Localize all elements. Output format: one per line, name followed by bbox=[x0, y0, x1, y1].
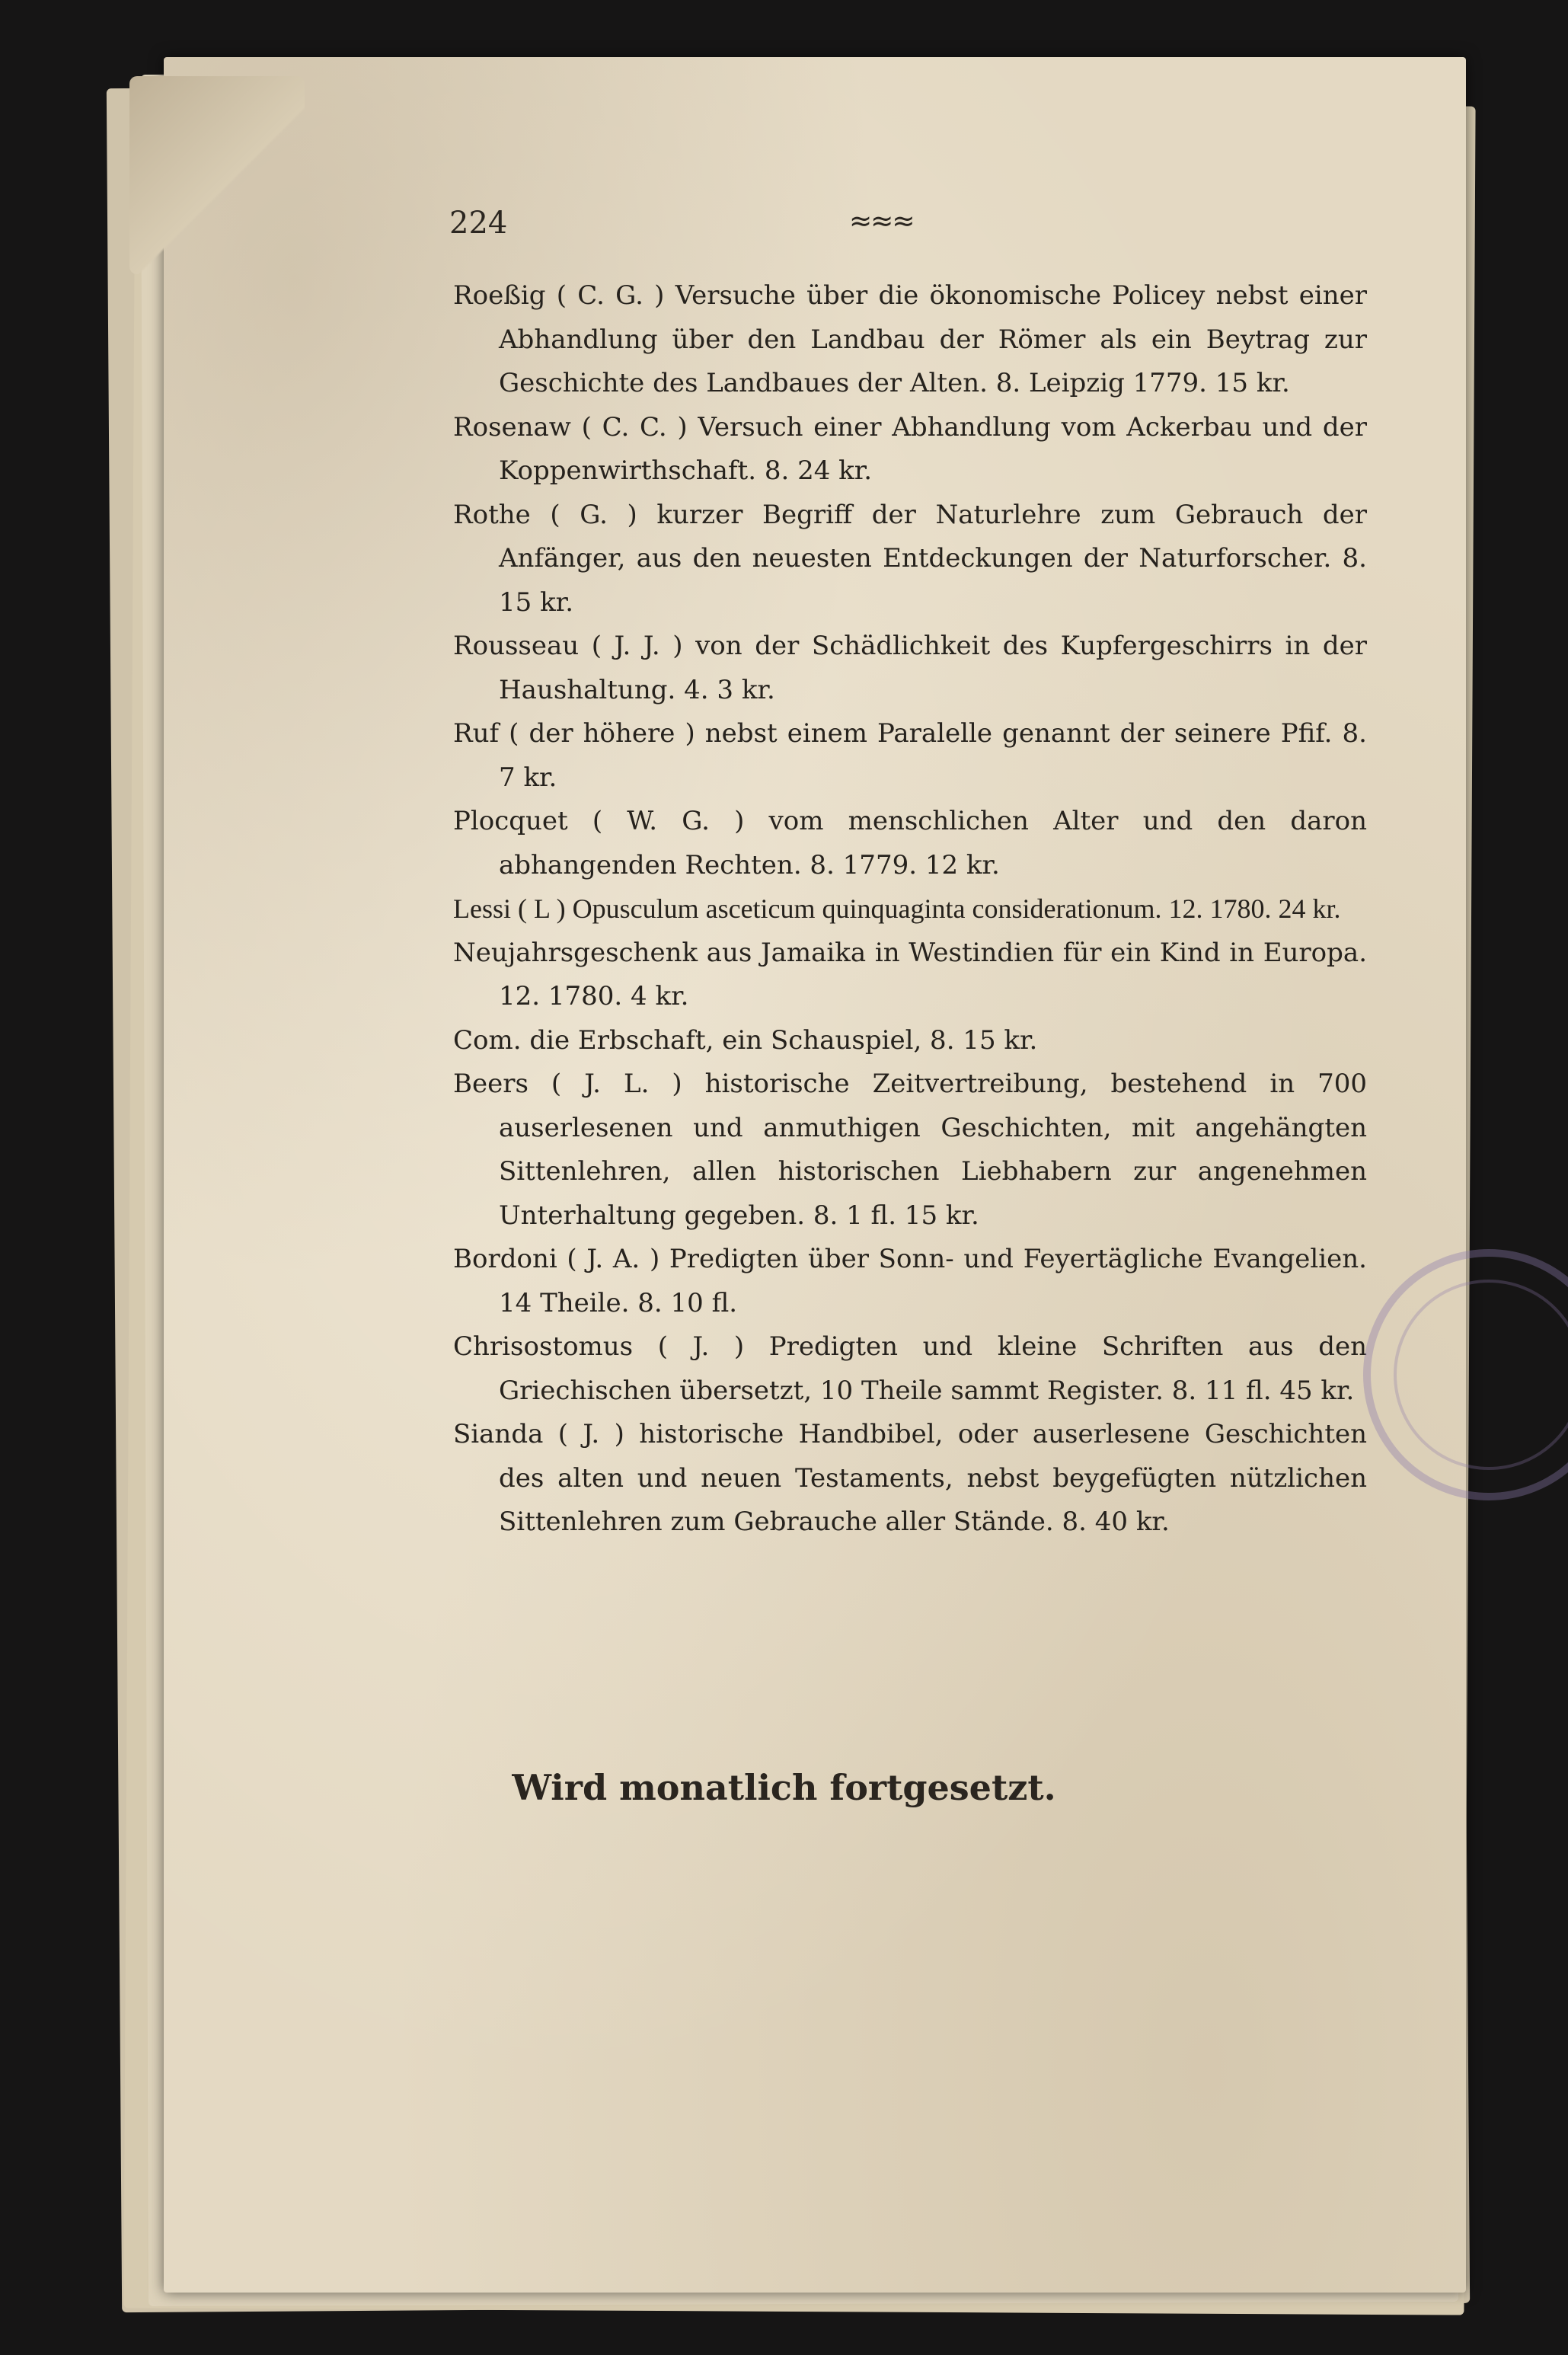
catalogue-entry: Rosenaw ( C. C. ) Versuch einer Abhandlung vom Ackerbau und der Koppenwirthschaft. 8. 24 kr. bbox=[453, 411, 1367, 486]
catalogue-entry: Com. die Erbschaft, ein Schauspiel, 8. 15 kr. bbox=[453, 1024, 1038, 1056]
catalogue-entry: Neujahrsgeschenk aus Jamaika in Westindien für ein Kind in Europa. 12. 1780. 4 kr. bbox=[453, 937, 1367, 1011]
folded-corner bbox=[129, 76, 305, 274]
page-number: 224 bbox=[449, 206, 508, 241]
catalogue-entry: Bordoni ( J. A. ) Predigten über Sonn- und Feyertägliche Evangelien. 14 Theile. 8. 10 fl. bbox=[453, 1244, 1367, 1318]
catalogue-entry: Ruf ( der höhere ) nebst einem Paralelle genannt der seinere Pfif. 8. 7 kr. bbox=[453, 718, 1367, 793]
catalogue-entry: Rousseau ( J. J. ) von der Schädlichkeit des Kupfergeschirrs in der Haushaltung. 4. 3 kr. bbox=[453, 631, 1367, 705]
catalogue-entries bbox=[453, 274, 1367, 1545]
continuation-note: Wird monatlich fortgesetzt. bbox=[512, 1767, 1056, 1808]
header-ornament: ≈≈≈ bbox=[849, 206, 914, 237]
catalogue-entry: Beers ( J. L. ) historische Zeitvertreibung, bestehend in 700 auserlesenen und anmuthigen Geschichten, mit angehängten Sittenlehren, allen historischen Liebhabern zur angenehmen Unterhaltung gegeben. 8. 1 fl. 15 kr. bbox=[453, 1069, 1367, 1231]
catalogue-entry: Chrisostomus ( J. ) Predigten und kleine Schriften aus den Griechischen übersetzt, 10 Theile sammt Register. 8. 11 fl. 45 kr. bbox=[453, 1331, 1367, 1406]
stamp-ring bbox=[1394, 1280, 1568, 1470]
catalogue-entry: Plocquet ( W. G. ) vom menschlichen Alter und den daron abhangenden Rechten. 8. 1779. 12 kr. bbox=[453, 806, 1367, 880]
catalogue-entry: Roeßig ( C. G. ) Versuche über die ökonomische Policey nebst einer Abhandlung über den Landbau der Römer als ein Beytrag zur Geschichte des Landbaues der Alten. 8. Leipzig 1779. 15 kr. bbox=[453, 280, 1367, 398]
catalogue-entry: Sianda ( J. ) historische Handbibel, oder auserlesene Geschichten des alten und neuen Testaments, nebst beygefügten nützlichen Sittenlehren zum Gebrauche aller Stände. 8. 40 kr. bbox=[453, 1419, 1367, 1537]
catalogue-entry: Lessi ( L ) Opusculum asceticum quinquaginta considerationum. 12. 1780. 24 kr. bbox=[453, 893, 1341, 924]
catalogue-entry: Rothe ( G. ) kurzer Begriff der Naturlehre zum Gebrauch der Anfänger, aus den neuesten Entdeckungen der Naturforscher. 8. 15 kr. bbox=[453, 499, 1367, 618]
